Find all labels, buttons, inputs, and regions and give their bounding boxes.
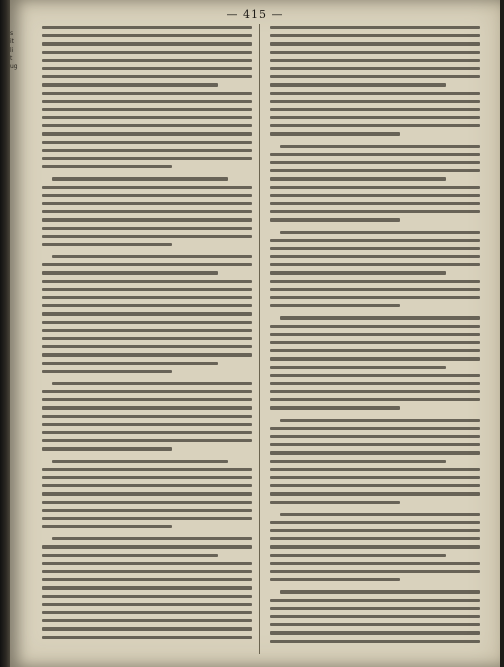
text-line-placeholder <box>42 447 172 450</box>
text-line-placeholder <box>42 280 252 283</box>
text-line-placeholder <box>52 537 252 540</box>
text-line-placeholder <box>42 329 252 332</box>
text-line-placeholder <box>280 145 480 148</box>
text-line-placeholder <box>42 501 252 504</box>
text-line-placeholder <box>42 627 252 630</box>
margin-fragment: it <box>10 38 15 46</box>
text-line-placeholder <box>270 271 446 274</box>
text-line-placeholder <box>270 218 400 221</box>
margin-fragment: t <box>10 54 13 62</box>
text-line-placeholder <box>42 611 252 614</box>
text-line-placeholder <box>42 186 252 189</box>
text-line-placeholder <box>42 362 218 365</box>
text-line-placeholder <box>270 484 480 487</box>
text-line-placeholder <box>270 153 480 156</box>
text-line-placeholder <box>270 521 480 524</box>
text-line-placeholder <box>42 296 252 299</box>
text-line-placeholder <box>42 415 252 418</box>
text-line-placeholder <box>42 476 252 479</box>
text-line-placeholder <box>270 406 400 409</box>
text-line-placeholder <box>42 370 172 373</box>
text-line-placeholder <box>42 345 252 348</box>
text-line-placeholder <box>280 513 480 516</box>
text-line-placeholder <box>42 390 252 393</box>
page-number: — 415 — <box>226 8 284 21</box>
text-line-placeholder <box>280 419 480 422</box>
text-line-placeholder <box>270 202 480 205</box>
text-line-placeholder <box>42 92 252 95</box>
text-line-placeholder <box>270 640 480 643</box>
text-line-placeholder <box>42 227 252 230</box>
text-line-placeholder <box>42 439 252 442</box>
text-line-placeholder <box>42 431 252 434</box>
text-line-placeholder <box>42 337 252 340</box>
text-line-placeholder <box>270 304 400 307</box>
text-line-placeholder <box>270 623 480 626</box>
text-line-placeholder <box>42 595 252 598</box>
text-line-placeholder <box>270 562 480 565</box>
text-line-placeholder <box>270 492 480 495</box>
text-line-placeholder <box>270 288 480 291</box>
text-column-left <box>42 26 252 644</box>
text-line-placeholder <box>270 75 480 78</box>
text-line-placeholder <box>270 468 480 471</box>
column-divider <box>259 24 260 654</box>
text-line-placeholder <box>270 357 480 360</box>
text-line-placeholder <box>42 321 252 324</box>
text-line-placeholder <box>270 108 480 111</box>
text-line-placeholder <box>42 243 172 246</box>
text-line-placeholder <box>42 406 252 409</box>
text-line-placeholder <box>52 177 228 180</box>
text-line-placeholder <box>42 124 252 127</box>
text-line-placeholder <box>270 247 480 250</box>
text-line-placeholder <box>270 177 446 180</box>
text-line-placeholder <box>42 116 252 119</box>
text-line-placeholder <box>52 382 252 385</box>
text-line-placeholder <box>270 296 480 299</box>
text-line-placeholder <box>42 108 252 111</box>
text-line-placeholder <box>270 435 480 438</box>
text-line-placeholder <box>270 194 480 197</box>
margin-text-fragments <box>10 30 22 71</box>
text-line-placeholder <box>270 599 480 602</box>
text-line-placeholder <box>42 468 252 471</box>
text-line-placeholder <box>270 545 480 548</box>
text-line-placeholder <box>42 263 252 266</box>
text-line-placeholder <box>42 484 252 487</box>
text-line-placeholder <box>42 235 252 238</box>
text-line-placeholder <box>270 501 400 504</box>
text-line-placeholder <box>270 161 480 164</box>
text-line-placeholder <box>42 492 252 495</box>
text-line-placeholder <box>42 59 252 62</box>
margin-fragment: ug <box>10 63 18 71</box>
text-line-placeholder <box>42 304 252 307</box>
text-line-placeholder <box>42 194 252 197</box>
text-line-placeholder <box>42 42 252 45</box>
text-line-placeholder <box>270 333 480 336</box>
text-line-placeholder <box>270 280 480 283</box>
text-line-placeholder <box>42 100 252 103</box>
text-line-placeholder <box>270 67 480 70</box>
text-line-placeholder <box>42 619 252 622</box>
book-gutter <box>0 0 10 667</box>
text-line-placeholder <box>270 42 480 45</box>
text-line-placeholder <box>270 554 446 557</box>
text-line-placeholder <box>270 451 480 454</box>
text-line-placeholder <box>270 124 480 127</box>
text-line-placeholder <box>42 26 252 29</box>
text-line-placeholder <box>42 67 252 70</box>
text-line-placeholder <box>270 92 480 95</box>
text-line-placeholder <box>42 271 218 274</box>
text-line-placeholder <box>42 218 252 221</box>
text-line-placeholder <box>42 210 252 213</box>
text-line-placeholder <box>270 169 480 172</box>
text-line-placeholder <box>270 631 480 634</box>
text-line-placeholder <box>42 525 172 528</box>
text-line-placeholder <box>270 132 400 135</box>
text-line-placeholder <box>42 570 252 573</box>
text-line-placeholder <box>42 149 252 152</box>
text-line-placeholder <box>270 263 480 266</box>
text-line-placeholder <box>42 312 252 315</box>
text-line-placeholder <box>52 460 228 463</box>
margin-fragment: li <box>10 46 14 54</box>
text-line-placeholder <box>42 141 252 144</box>
text-line-placeholder <box>270 607 480 610</box>
text-line-placeholder <box>270 349 480 352</box>
text-line-placeholder <box>270 239 480 242</box>
text-line-placeholder <box>280 590 480 593</box>
text-line-placeholder <box>270 398 480 401</box>
book-page <box>10 0 500 667</box>
text-line-placeholder <box>270 59 480 62</box>
text-line-placeholder <box>52 255 252 258</box>
text-line-placeholder <box>270 390 480 393</box>
text-line-placeholder <box>42 75 252 78</box>
text-line-placeholder <box>42 423 252 426</box>
text-line-placeholder <box>42 288 252 291</box>
text-line-placeholder <box>270 578 400 581</box>
text-line-placeholder <box>42 165 172 168</box>
text-line-placeholder <box>42 353 252 356</box>
text-line-placeholder <box>270 51 480 54</box>
text-line-placeholder <box>42 83 218 86</box>
text-line-placeholder <box>270 255 480 258</box>
text-line-placeholder <box>270 116 480 119</box>
margin-fragment: s <box>10 30 14 37</box>
text-line-placeholder <box>270 34 480 37</box>
text-line-placeholder <box>270 382 480 385</box>
text-line-placeholder <box>270 443 480 446</box>
text-line-placeholder <box>42 636 252 639</box>
text-line-placeholder <box>270 325 480 328</box>
text-line-placeholder <box>270 570 480 573</box>
text-line-placeholder <box>42 554 218 557</box>
text-column-right <box>270 26 480 648</box>
text-line-placeholder <box>270 366 446 369</box>
text-line-placeholder <box>42 51 252 54</box>
text-line-placeholder <box>42 398 252 401</box>
text-line-placeholder <box>42 545 252 548</box>
text-line-placeholder <box>270 374 480 377</box>
text-line-placeholder <box>42 132 252 135</box>
text-line-placeholder <box>270 427 480 430</box>
text-line-placeholder <box>270 341 480 344</box>
text-line-placeholder <box>280 316 480 319</box>
text-line-placeholder <box>270 529 480 532</box>
text-line-placeholder <box>270 83 446 86</box>
text-line-placeholder <box>270 460 446 463</box>
text-line-placeholder <box>42 517 252 520</box>
text-line-placeholder <box>270 210 480 213</box>
text-line-placeholder <box>270 615 480 618</box>
text-line-placeholder <box>42 202 252 205</box>
text-line-placeholder <box>270 100 480 103</box>
text-line-placeholder <box>280 231 480 234</box>
text-line-placeholder <box>42 578 252 581</box>
text-line-placeholder <box>42 562 252 565</box>
text-line-placeholder <box>42 34 252 37</box>
text-line-placeholder <box>42 586 252 589</box>
text-line-placeholder <box>42 509 252 512</box>
text-line-placeholder <box>270 186 480 189</box>
text-line-placeholder <box>270 26 480 29</box>
text-line-placeholder <box>270 537 480 540</box>
text-line-placeholder <box>270 476 480 479</box>
text-line-placeholder <box>42 157 252 160</box>
text-line-placeholder <box>42 603 252 606</box>
